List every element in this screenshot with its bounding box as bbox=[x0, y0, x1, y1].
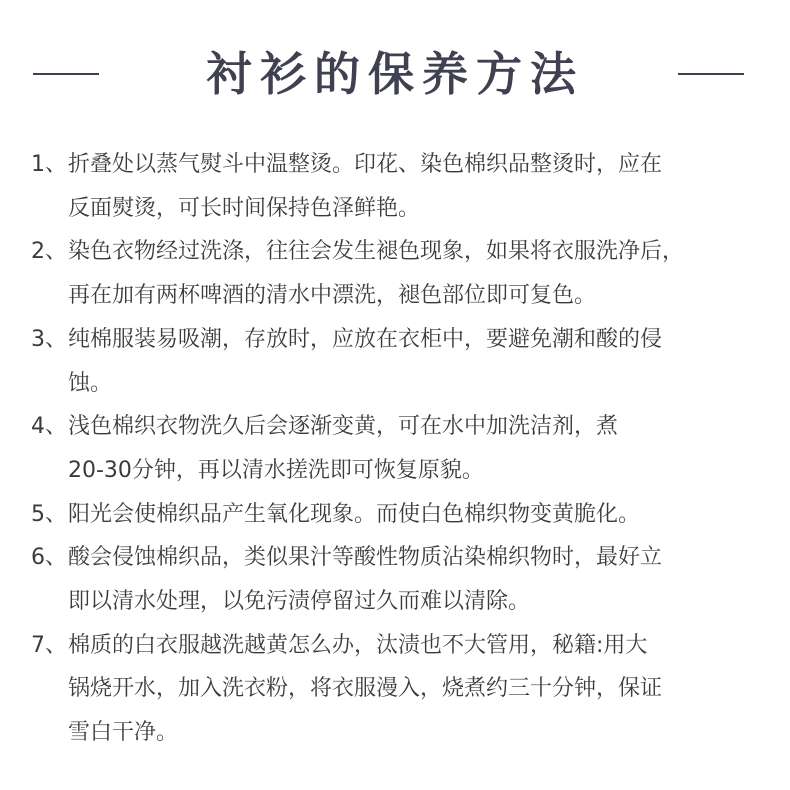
item-text: 酸会侵蚀棉织品，类似果汁等酸性物质沾染棉织物时，最好立 即以清水处理，以免污渍停留过久而难以清除。 bbox=[68, 545, 663, 615]
item-text: 染色衣物经过洗涤，往往会发生褪色现象，如果将衣服洗净后， 再在加有两杯啤酒的清水中漂洗，褪色部位即可复色。 bbox=[68, 239, 685, 309]
item-number: 7、 bbox=[31, 632, 67, 658]
item-text: 折叠处以蒸气熨斗中温整烫。印花、染色棉织品整烫时，应在 反面熨烫，可长时间保持色泽鲜艳。 bbox=[68, 152, 663, 221]
item-number: 2、 bbox=[31, 239, 67, 265]
item-text: 浅色棉织衣物洗久后会逐渐变黄，可在水中加洗洁剂，煮 20-30分钟，再以清水搓洗即可恢复原貌。 bbox=[68, 414, 619, 483]
list-item bbox=[31, 405, 751, 492]
list-item bbox=[31, 230, 751, 317]
page-title: 衬衫的保养方法 bbox=[206, 47, 584, 101]
item-number: 4、 bbox=[31, 414, 67, 440]
item-number: 3、 bbox=[31, 326, 67, 352]
list-item bbox=[31, 536, 751, 623]
item-number: 6、 bbox=[31, 545, 67, 571]
item-number: 5、 bbox=[31, 501, 67, 527]
list-item bbox=[31, 143, 751, 230]
care-tips-list bbox=[31, 143, 751, 755]
item-text: 阳光会使棉织品产生氧化现象。而使白色棉织物变黄脆化。 bbox=[68, 501, 641, 527]
item-text: 棉质的白衣服越洗越黄怎么办，汰渍也不大管用，秘籍:用大 锅烧开水，加入洗衣粉，将衣服漫入，烧煮约三十分钟，保证 雪白干净。 bbox=[68, 632, 663, 746]
header bbox=[0, 36, 790, 112]
list-item bbox=[31, 493, 751, 537]
item-number: 1、 bbox=[31, 152, 67, 177]
list-item bbox=[31, 318, 751, 405]
item-text: 纯棉服装易吸潮，存放时，应放在衣柜中，要避免潮和酸的侵 蚀。 bbox=[68, 326, 663, 396]
list-item bbox=[31, 624, 751, 755]
title-right-rule bbox=[678, 73, 744, 75]
